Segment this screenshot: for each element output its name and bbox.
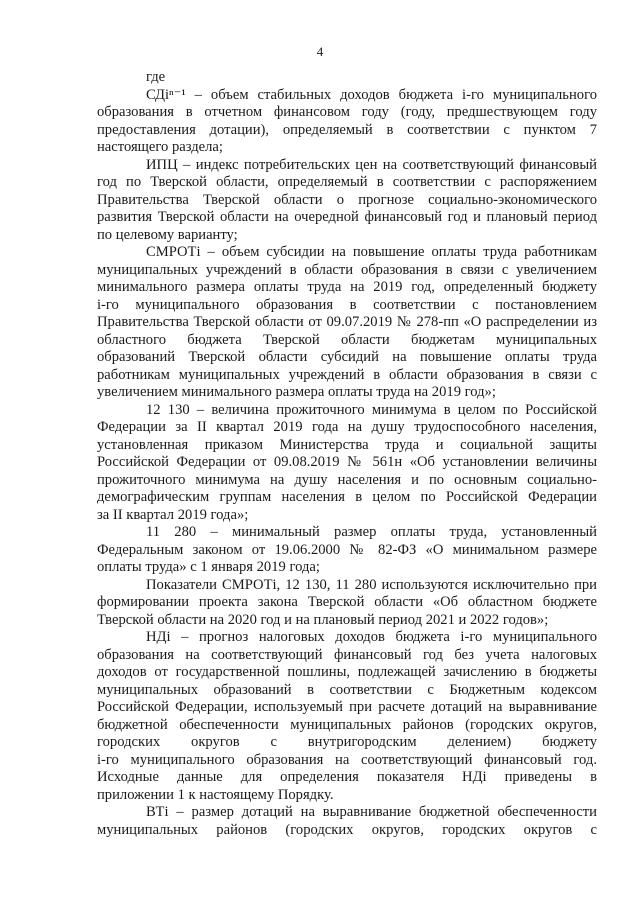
text-line: Показатели СМРОТi, 12 130, 11 280 используются исключительно при	[146, 576, 597, 593]
text-line: где	[146, 69, 166, 85]
text-line: год по Тверской области, определяемый в соответствии с распоряжением	[97, 174, 597, 190]
text-line: Правительства Тверской области о прогнозе социально-экономического	[97, 191, 597, 208]
text-line: увеличением минимального размера оплаты труда на 2019 год»;	[97, 384, 496, 400]
text-line: прожиточного минимума на душу населения и по основным социально-	[97, 471, 597, 488]
text-line: городских округов с внутригородским делением) бюджету	[97, 734, 597, 750]
text-line: образования на соответствующий финансовый год без учета налоговых	[97, 646, 597, 663]
text-line: Федерации за II квартал 2019 года на душу трудоспособного населения,	[97, 419, 597, 435]
text-line: i-го муниципального образования в соответствии с постановлением	[97, 296, 597, 313]
text-line: Исходные данные для определения показателя НДi приведены в	[97, 769, 597, 785]
text-line: 12 130 – величина прожиточного минимума в целом по Российской	[146, 401, 597, 418]
text-line: настоящего раздела;	[97, 139, 223, 155]
page-number: 4	[316, 44, 324, 59]
text-line: СДiⁿ⁻¹ – объем стабильных доходов бюджета i-го муниципального	[146, 86, 597, 103]
text-line: i-го муниципального образования на соответствующий финансовый год.	[97, 751, 597, 768]
text-line: развития Тверской области на очередной финансовый год и плановый период	[97, 209, 597, 225]
text-line: ВТi – размер дотаций на выравнивание бюджетной обеспеченности	[146, 804, 597, 820]
text-line: приложении 1 к настоящему Порядку.	[97, 786, 334, 803]
text-line: муниципальных районов (городских округов, городских округов с	[97, 821, 597, 838]
text-line: Федеральным законом от 19.06.2000 № 82-ФЗ «О минимальном размере	[97, 541, 597, 558]
text-line: СМРОТi – объем субсидии на повышение оплаты труда работникам	[146, 244, 597, 260]
text-line: минимального размера оплаты труда на 2019 год, определенный бюджету	[97, 279, 597, 295]
text-line: за II квартал 2019 года»;	[97, 506, 249, 523]
text-line: областного бюджета Тверской области бюджетам муниципальных	[97, 331, 597, 348]
text-line: оплаты труда» с 1 января 2019 года;	[97, 559, 320, 575]
text-line: Российской Федерации, используемый при расчете дотаций на выравнивание	[97, 699, 597, 715]
text-line: Правительства Тверской области от 09.07.2019 № 278-пп «О распределении из	[97, 314, 597, 330]
text-line: формировании проекта закона Тверской области «Об областном бюджете	[97, 594, 597, 610]
text-line: образования в отчетном финансовом году (году, предшествующем году	[97, 104, 597, 120]
text-line: 11 280 – минимальный размер оплаты труда, установленный	[146, 524, 597, 540]
text-line: Тверской области на 2020 год и на плановый период 2021 и 2022 годов»;	[97, 611, 549, 628]
text-line: муниципальных образований в соответствии с Бюджетным кодексом	[97, 681, 597, 698]
text-line: Российской Федерации от 09.08.2019 № 561н «Об установлении величины	[97, 454, 597, 470]
text-line: установленная приказом Министерства труда и социальной защиты	[97, 436, 597, 453]
text-line: ИПЦ – индекс потребительских цен на соответствующий финансовый	[146, 156, 597, 173]
text-line: работникам муниципальных учреждений в области образования в связи с	[97, 366, 597, 383]
text-line: доходов от государственной пошлины, подлежащей зачислению в бюджеты	[97, 664, 597, 680]
text-line: образований Тверской области субсидий на повышение оплаты труда	[97, 349, 597, 365]
text-line: НДi – прогноз налоговых доходов бюджета i-го муниципального	[146, 629, 597, 645]
text-line: бюджетной обеспеченности муниципальных районов (городских округов,	[97, 716, 597, 733]
text-line: демографическим группам населения в целом по Российской Федерации	[97, 489, 597, 505]
text-line: муниципальных учреждений в области образования в связи с увеличением	[97, 261, 597, 278]
text-line: предоставления дотации), определяемый в соответствии с пунктом 7	[97, 121, 597, 138]
text-line: по целевому варианту;	[97, 226, 238, 243]
